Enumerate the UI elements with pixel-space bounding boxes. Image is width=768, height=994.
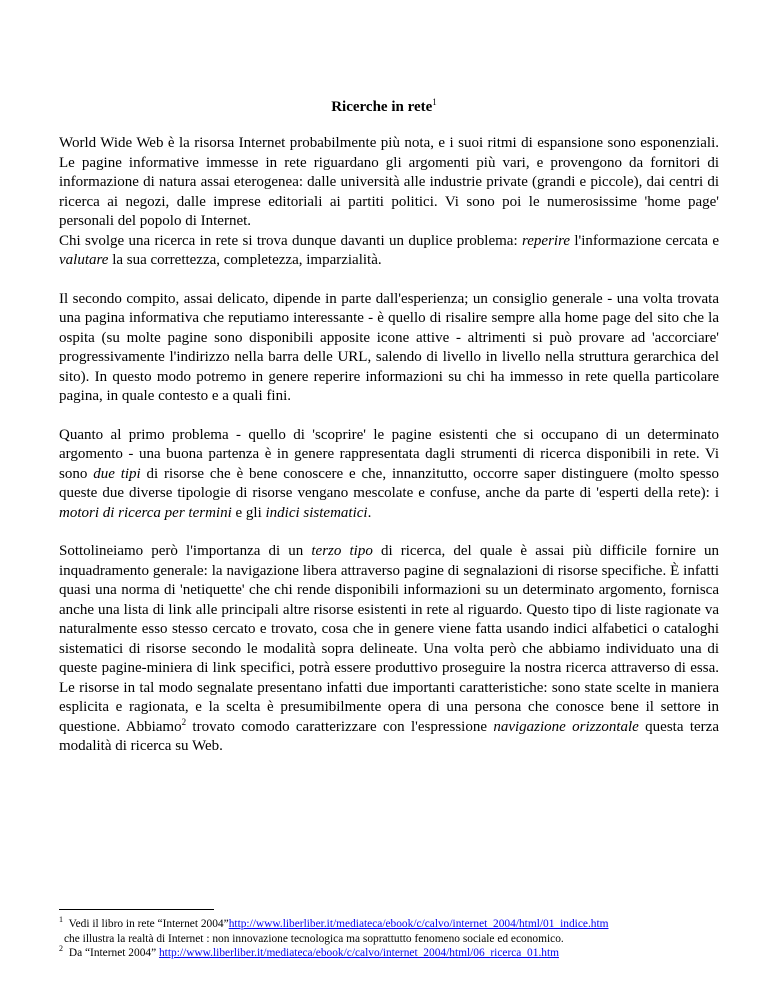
paragraph-3	[59, 426, 719, 524]
paragraph-1-text: World Wide Web è la risorsa Internet probabilmente più nota, e i suoi ritmi di espansione sono esponenziali. Le pagine informative immesse in rete riguardano gli argomenti più vari, e provengono da fornitori di informazione di natura assai eterogenea: dalle università alle industrie private (grandi e piccole), dai centri di ricerca ai negozi, dalle imprese editoriali ai partiti politici. Vi sono poi le numerosissime 'home page' personali del popolo di Internet.	[59, 135, 719, 229]
title-text: Ricerche in rete	[331, 99, 433, 115]
document-body	[59, 134, 719, 776]
emphasis-indici-sistematici: indici sistematici	[265, 504, 368, 521]
paragraph-4-text-a: Sottolineiamo però l'importanza di un	[59, 543, 312, 559]
paragraph-3-text-a: Quanto al primo problema - quello di 'scoprire' le pagine esistenti che si occupano di un determinato argomento - una buona partenza è in genere rappresentata dagli strumenti di ricerca disponibili in rete. Vi sono	[59, 426, 719, 482]
footnote-separator	[59, 909, 214, 910]
footnote-1-number: 1	[59, 915, 63, 925]
footnote-1-link[interactable]: http://www.liberliber.it/mediateca/ebook/c/calvo/internet_2004/html/01_indice.htm	[228, 918, 609, 930]
footnote-1	[59, 917, 609, 931]
paragraph-1b-text: Chi svolge una ricerca in rete si trova dunque davanti un duplice problema:	[59, 232, 522, 249]
paragraph-1b-text-2: l'informazione cercata e	[570, 232, 719, 249]
paragraph-3-text-b: di risorse che è bene conoscere e che, innanzitutto, occorre saper distinguere (molto spesso queste due diverse tipologie di risorse vengano mescolate e confuse, anche da parte di 'esperti della rete): i	[59, 465, 719, 501]
paragraph-1b-text-3: la sua correttezza, completezza, imparzialità.	[108, 252, 382, 268]
emphasis-valutare: valutare	[59, 252, 109, 268]
footnote-ref-2[interactable]: 2	[181, 716, 187, 727]
footnote-1-continuation: che illustra la realtà di Internet : non innovazione tecnologica ma soprattutto fenomeno sociale ed economico.	[64, 933, 564, 945]
paragraph-3-text-d: .	[367, 504, 372, 521]
footnote-1-text: Vedi il libro in rete “Internet 2004”	[66, 918, 229, 930]
emphasis-reperire: reperire	[521, 232, 571, 249]
emphasis-navigazione-orizzontale: navigazione orizzontale	[493, 718, 639, 735]
emphasis-due-tipi: due tipi	[93, 465, 141, 482]
paragraph-3-text-c: e gli	[231, 504, 266, 521]
title-footnote-ref[interactable]: 1	[432, 97, 437, 107]
page-title	[0, 98, 768, 118]
footnote-2-link[interactable]: http://www.liberliber.it/mediateca/ebook/c/calvo/internet_2004/html/06_ricerca_01.htm	[158, 947, 560, 959]
footnote-2-text: Da “Internet 2004”	[66, 947, 159, 959]
emphasis-terzo-tipo: terzo tipo	[311, 543, 373, 559]
emphasis-motori-di-ricerca: motori di ricerca per termini	[59, 504, 232, 521]
footnote-2-number: 2	[59, 944, 63, 954]
footnote-2	[59, 946, 559, 960]
paragraph-2: Il secondo compito, assai delicato, dipende in parte dall'esperienza; un consiglio generale - una volta trovata una pagina informativa che reputiamo interessante - è quello di risalire sempre alla home page del sito che la ospita (su molte pagine sono disponibili apposite icone attive - altrimenti si può provare ad 'accorciare' progressivamente l'indirizzo nella barra delle URL, salendo di livello in livello nella struttura gerarchica del sito). In questo modo potremo in genere reperire informazioni su chi ha immesso in rete quella particolare pagina, in quale contesto e a quali fini.	[59, 290, 719, 404]
paragraph-1	[59, 134, 719, 271]
paragraph-4-text-c: trovato comodo caratterizzare con l'espressione	[186, 718, 494, 735]
paragraph-4	[59, 542, 719, 757]
paragraph-4-text-b: di ricerca, del quale è assai più difficile fornire un inquadramento generale: la navigazione libera attraverso pagine di segnalazioni di risorse specifiche. È infatti quasi una norma di 'netiquette' che chi rende disponibili informazioni su un determinato argomento, fornisca anche una lista di link alle principali altre risorse esistenti in rete al riguardo. Questo tipo di liste ragionate va naturalmente esso stesso cercato e trovato, cosa che in genere viene fatta usando indici alfabetici o cataloghi sistematici di risorse secondo le modalità sopra delineate. Una volta però che abbiamo individuato una di queste pagine-miniera di link specifici, potrà essere produttivo proseguire la nostra ricerca attraverso di essa. Le risorse in tal modo segnalate presentano infatti due importanti caratteristiche: sono state scelte in maniera esplicita e ragionata, e la scelta è presumibilmente opera di una persona che conosce bene il settore in questione. Abbiamo	[59, 543, 719, 735]
paragraph-4-text-d: questa terza modalità di ricerca su Web.	[59, 718, 719, 754]
